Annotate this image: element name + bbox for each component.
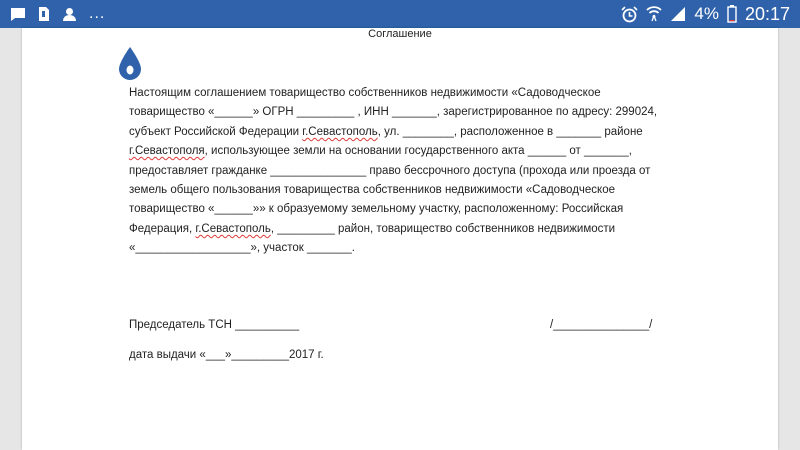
person-icon [62,7,77,22]
spellcheck-flagged-word: г.Севастополь [195,222,271,235]
body-text-segment: товарищество «______» ОГРН _________ , ИНН _______, зарегистрированное по адресу: 299024, [129,106,658,119]
clock: 20:17 [744,3,790,24]
body-text-segment: , _________ район, товарищество собственников недвижимости [270,222,616,235]
body-text-segment: Настоящим соглашением товарищество собственников недвижимости «Садоводческое [129,87,601,99]
alarm-icon [621,6,638,23]
body-text-segment: «__________________», участок _______. [129,242,355,255]
chairman-signature-line: Председатель ТСН __________ [129,319,300,331]
issue-date-line: дата выдачи «___»_________2017 г. [129,349,324,361]
document-page[interactable] [22,28,778,450]
status-bar [0,0,800,28]
sim-card-icon [38,6,50,22]
system-icons [613,4,790,25]
water-drop-icon[interactable] [117,46,143,82]
spellcheck-flagged-word: г.Севастополь [302,125,378,138]
body-text-segment: , ул. ________, расположенное в _______ районе [377,125,643,138]
body-text-segment: предоставляет гражданке _______________ право бессрочного доступа (прохода или проезда от [129,164,651,177]
body-text-segment: земель общего пользования товарищества собственников недвижимости «Садоводческое [129,184,615,197]
notification-icons [10,6,117,22]
battery-percent: 4% [694,4,719,23]
spellcheck-flagged-word: г.Севастополя [129,145,205,158]
signature-slot: /_______________/ [550,319,653,331]
body-text-segment: , использующее земли на основании государственного акта ______ от _______, [204,145,632,158]
agreement-body-text [129,84,709,259]
message-icon [10,7,26,22]
document-viewport[interactable] [0,28,800,450]
more-notifications-icon: ... [89,5,106,22]
body-text-segment: субъект Российской Федерации [129,125,303,138]
document-title: Соглашение [368,28,432,40]
signal-icon [670,6,686,22]
body-text-segment: Федерация, [129,222,196,235]
body-text-segment: товарищество «______»» к образуемому земельному участку, расположенному: Российская [129,203,624,216]
battery-icon [727,5,737,23]
wifi-icon [646,6,662,22]
